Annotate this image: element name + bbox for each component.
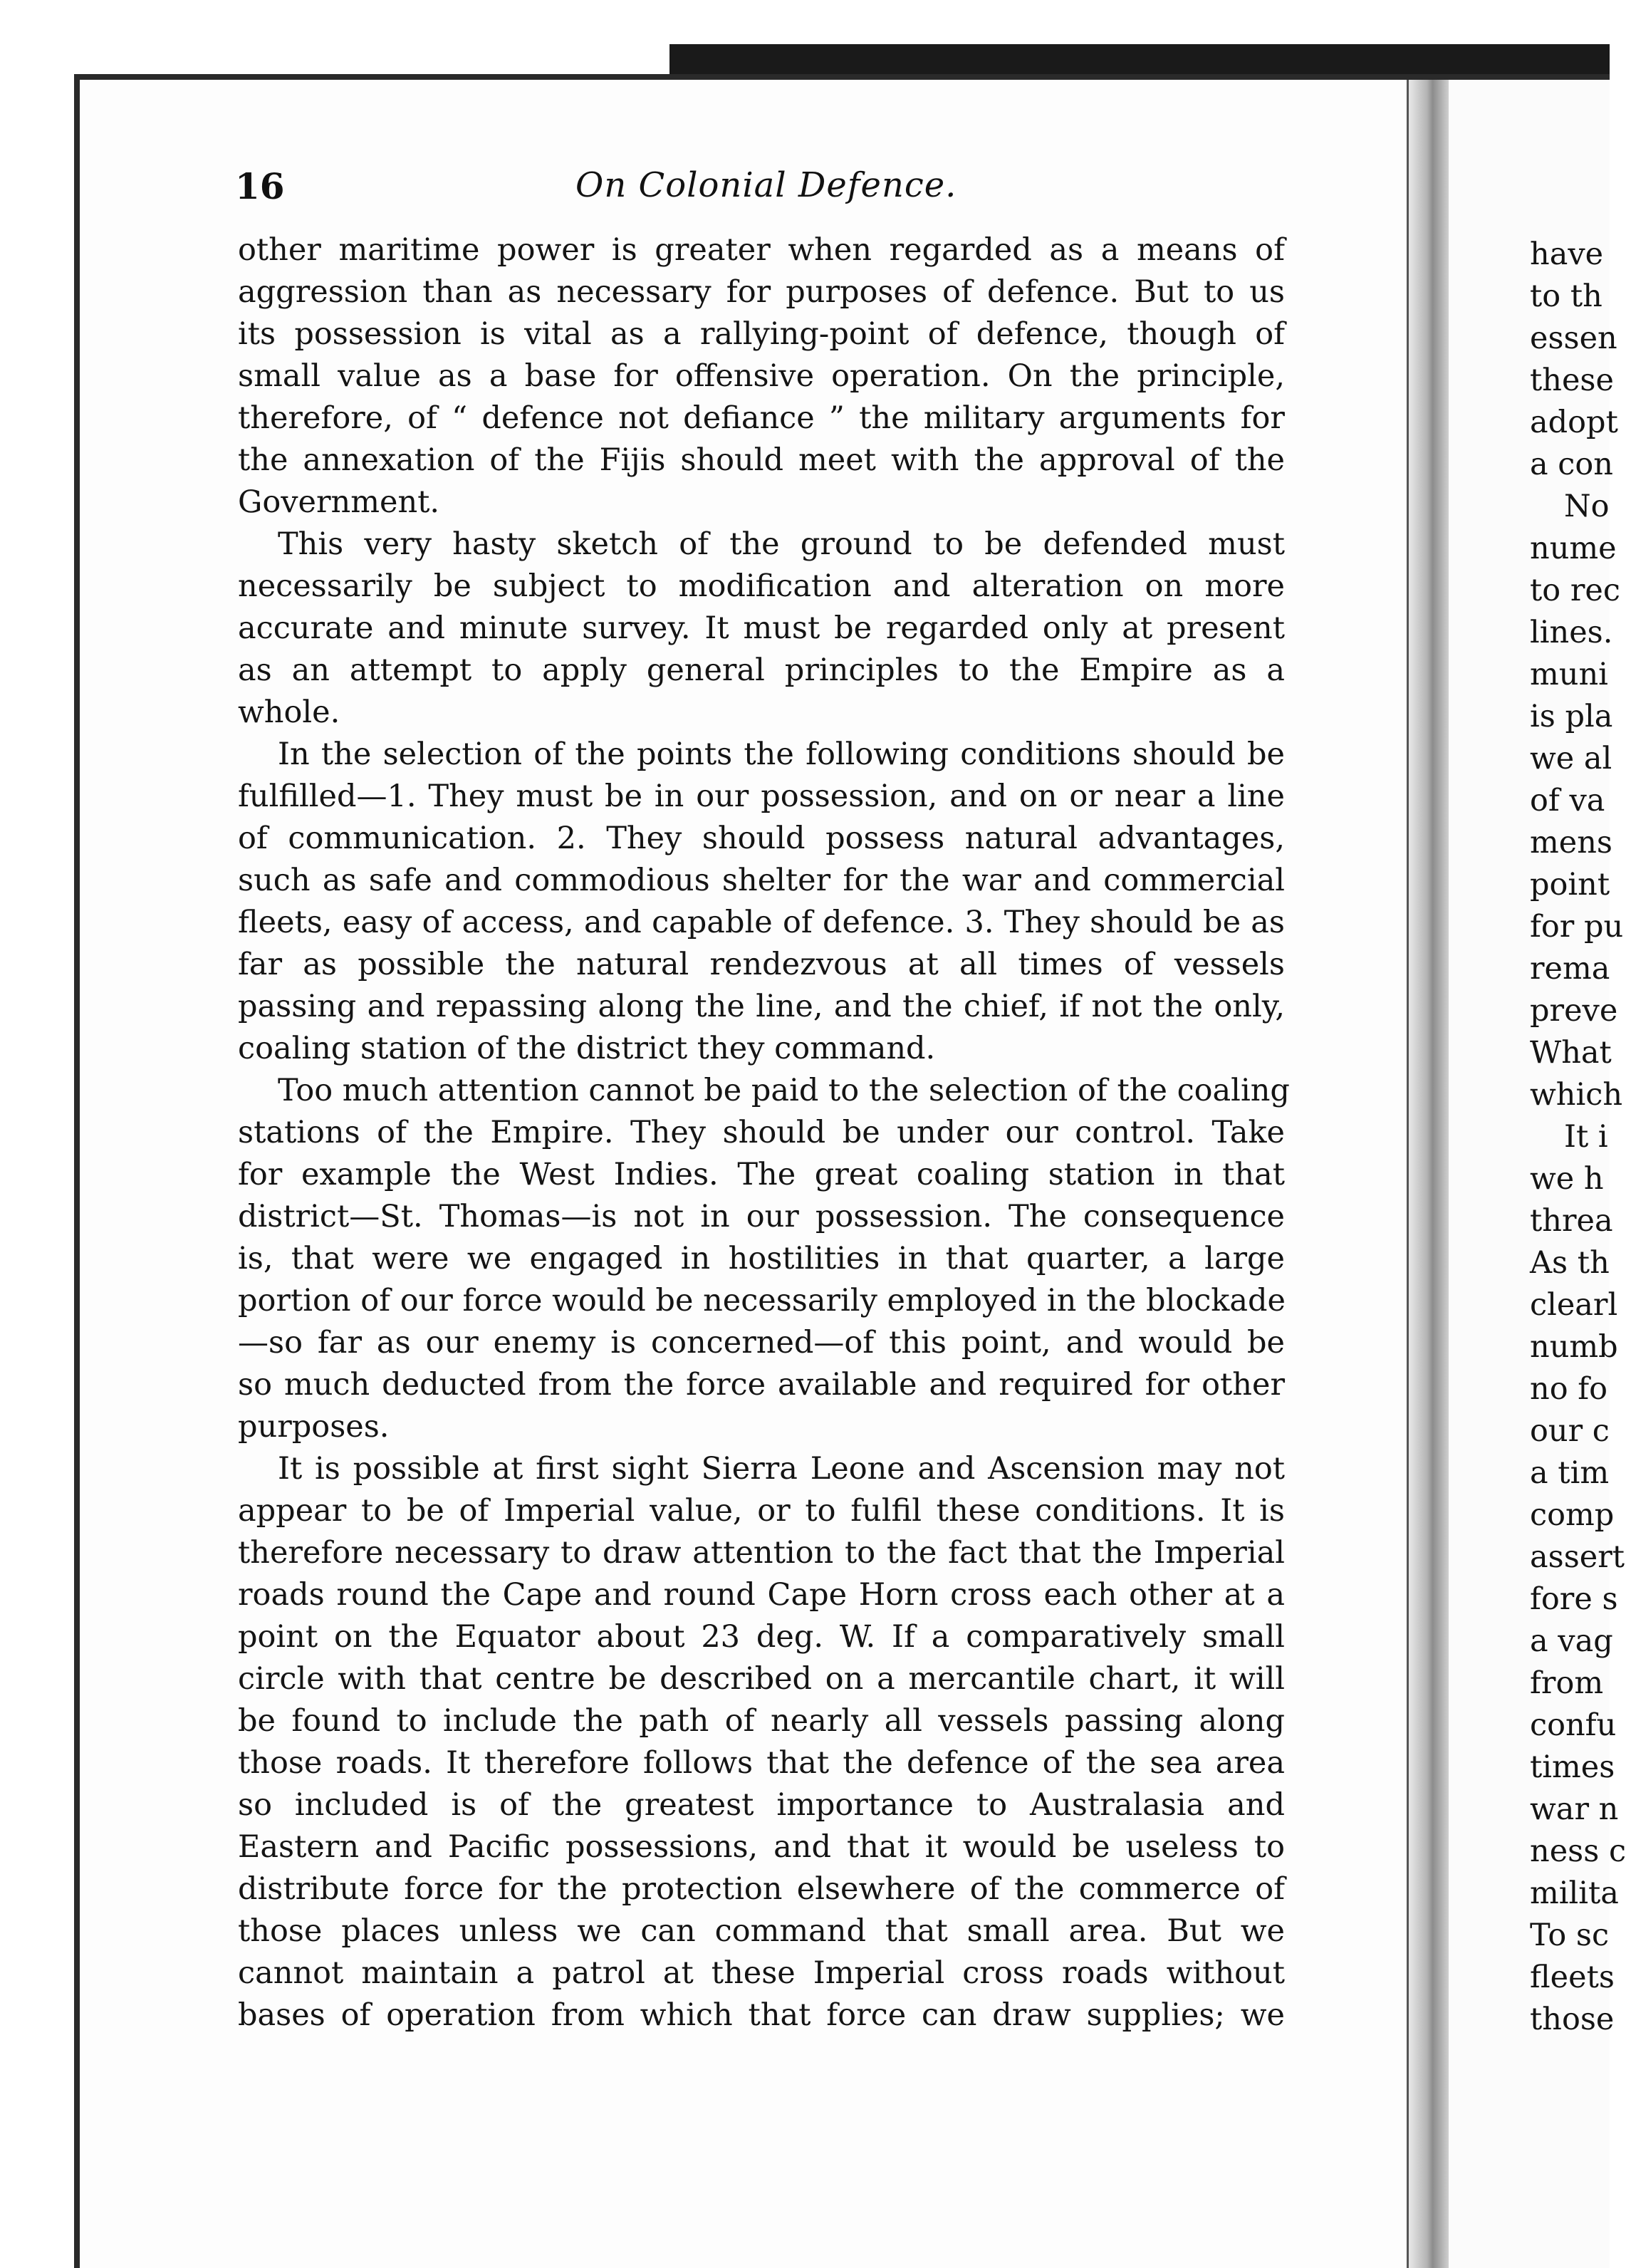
- text-line: whole.: [238, 695, 340, 730]
- text-line: of communication. 2. They should possess natural advantages,: [238, 821, 1285, 856]
- text-line: the annexation of the Fijis should meet with the approval of the: [238, 442, 1285, 478]
- text-line: cannot maintain a patrol at these Imperial cross roads without: [238, 1955, 1285, 1991]
- facing-text-line: we al: [1530, 741, 1612, 776]
- text-line: bases of operation from which that force can draw supplies; we: [238, 1997, 1285, 2033]
- facing-text-line: to rec: [1530, 573, 1620, 608]
- facing-text-line: lines.: [1530, 615, 1613, 650]
- facing-text-line: a tim: [1530, 1455, 1610, 1491]
- facing-text-line: is pla: [1530, 699, 1613, 734]
- facing-text-line: for pu: [1530, 909, 1624, 945]
- text-line: accurate and minute survey. It must be regarded only at present: [238, 610, 1285, 646]
- facing-text-line: rema: [1530, 951, 1610, 987]
- facing-text-line: war n: [1530, 1791, 1619, 1827]
- facing-text-line: these: [1530, 363, 1614, 398]
- facing-text-line: point: [1530, 867, 1610, 902]
- text-line: circle with that centre be described on a mercantile chart, it will: [238, 1661, 1285, 1697]
- text-line: stations of the Empire. They should be under our control. Take: [238, 1115, 1285, 1150]
- text-line: purposes.: [238, 1409, 390, 1445]
- facing-text-line: a con: [1530, 447, 1613, 482]
- facing-text-line: those: [1530, 2002, 1615, 2037]
- text-line: —so far as our enemy is concerned—of this point, and would be: [238, 1325, 1285, 1361]
- facing-text-line: comp: [1530, 1497, 1615, 1533]
- text-line: fleets, easy of access, and capable of defence. 3. They should be as: [238, 905, 1285, 940]
- facing-text-line: numb: [1530, 1329, 1618, 1365]
- text-line: district—St. Thomas—is not in our possession. The consequence: [238, 1199, 1285, 1234]
- facing-text-line: we h: [1530, 1161, 1604, 1197]
- running-title: On Colonial Defence.: [575, 165, 957, 205]
- text-line: its possession is vital as a rallying-point of defence, though of: [238, 316, 1285, 352]
- text-line: Government.: [238, 484, 440, 520]
- text-line: It is possible at first sight Sierra Leone and Ascension may not: [278, 1451, 1285, 1487]
- text-line: appear to be of Imperial value, or to fulfil these conditions. It is: [238, 1493, 1285, 1529]
- facing-text-line: a vag: [1530, 1623, 1613, 1659]
- text-line: roads round the Cape and round Cape Horn cross each other at a: [238, 1577, 1285, 1613]
- facing-text-line: fore s: [1530, 1581, 1618, 1617]
- text-line: point on the Equator about 23 deg. W. If a comparatively small: [238, 1619, 1285, 1655]
- text-line: be found to include the path of nearly all vessels passing along: [238, 1703, 1285, 1739]
- text-line: those roads. It therefore follows that the defence of the sea area: [238, 1745, 1285, 1781]
- facing-page-text: [1530, 234, 1626, 2041]
- text-line: other maritime power is greater when regarded as a means of: [238, 232, 1285, 268]
- text-line: This very hasty sketch of the ground to be defended must: [278, 526, 1285, 562]
- text-line: for example the West Indies. The great coaling station in that: [238, 1157, 1285, 1192]
- text-line: small value as a base for offensive operation. On the principle,: [238, 358, 1285, 394]
- facing-text-line: What: [1530, 1035, 1612, 1071]
- facing-text-line: no fo: [1530, 1371, 1608, 1407]
- text-line: therefore, of “ defence not defiance ” the military arguments for: [238, 400, 1285, 436]
- text-line: portion of our force would be necessarily employed in the blockade: [238, 1283, 1286, 1318]
- text-line: as an attempt to apply general principles to the Empire as a: [238, 652, 1285, 688]
- facing-text-line: muni: [1530, 657, 1608, 692]
- scan-shadow-band: [669, 44, 1610, 78]
- text-line: Too much attention cannot be paid to the selection of the coaling: [278, 1073, 1290, 1108]
- text-line: passing and repassing along the line, and the chief, if not the only,: [238, 989, 1285, 1024]
- book-gutter-shadow: [1409, 80, 1449, 2268]
- body-text: [238, 229, 1290, 2036]
- text-line: such as safe and commodious shelter for the war and commercial: [238, 863, 1285, 898]
- facing-text-line: No: [1564, 489, 1610, 524]
- text-line: fulfilled—1. They must be in our possession, and on or near a line: [238, 779, 1285, 814]
- facing-text-line: confu: [1530, 1707, 1617, 1743]
- facing-text-line: mens: [1530, 825, 1612, 860]
- facing-text-line: of va: [1530, 783, 1605, 818]
- text-line: In the selection of the points the following conditions should be: [278, 737, 1285, 772]
- facing-text-line: preve: [1530, 993, 1618, 1029]
- text-line: far as possible the natural rendezvous at all times of vessels: [238, 947, 1285, 982]
- text-line: so included is of the greatest importance to Australasia and: [238, 1787, 1285, 1823]
- page-top-edge: [74, 74, 1610, 80]
- facing-text-line: To sc: [1530, 1918, 1610, 1953]
- facing-text-line: times: [1530, 1749, 1615, 1785]
- scan-background-left: [0, 78, 77, 2268]
- gutter-edge-line: [1407, 80, 1409, 2268]
- text-line: those places unless we can command that small area. But we: [238, 1913, 1285, 1949]
- text-line: is, that were we engaged in hostilities in that quarter, a large: [238, 1241, 1285, 1276]
- facing-text-line: assert: [1530, 1539, 1625, 1575]
- facing-text-line: adopt: [1530, 405, 1618, 440]
- page-left-edge: [74, 78, 80, 2268]
- facing-text-line: nume: [1530, 531, 1617, 566]
- facing-text-line: ness c: [1530, 1833, 1626, 1869]
- facing-text-line: It i: [1564, 1119, 1608, 1155]
- facing-text-line: clearl: [1530, 1287, 1618, 1323]
- facing-text-line: our c: [1530, 1413, 1610, 1449]
- facing-text-line: which: [1530, 1077, 1623, 1113]
- facing-text-line: have: [1530, 236, 1604, 272]
- text-line: so much deducted from the force available and required for other: [238, 1367, 1285, 1403]
- facing-text-line: milita: [1530, 1876, 1619, 1911]
- facing-text-line: to th: [1530, 279, 1602, 314]
- text-line: distribute force for the protection elsewhere of the commerce of: [238, 1871, 1285, 1907]
- page-number: 16: [235, 165, 285, 207]
- facing-text-line: from: [1530, 1665, 1604, 1701]
- text-line: therefore necessary to draw attention to the fact that the Imperial: [238, 1535, 1285, 1571]
- facing-text-line: As th: [1530, 1245, 1610, 1281]
- text-line: Eastern and Pacific possessions, and that it would be useless to: [238, 1829, 1285, 1865]
- text-line: aggression than as necessary for purposes of defence. But to us: [238, 274, 1285, 310]
- facing-text-line: essen: [1530, 321, 1617, 356]
- facing-text-line: threa: [1530, 1203, 1613, 1239]
- text-line: coaling station of the district they command.: [238, 1031, 936, 1066]
- facing-text-line: fleets: [1530, 1960, 1615, 1995]
- text-line: necessarily be subject to modification and alteration on more: [238, 568, 1285, 604]
